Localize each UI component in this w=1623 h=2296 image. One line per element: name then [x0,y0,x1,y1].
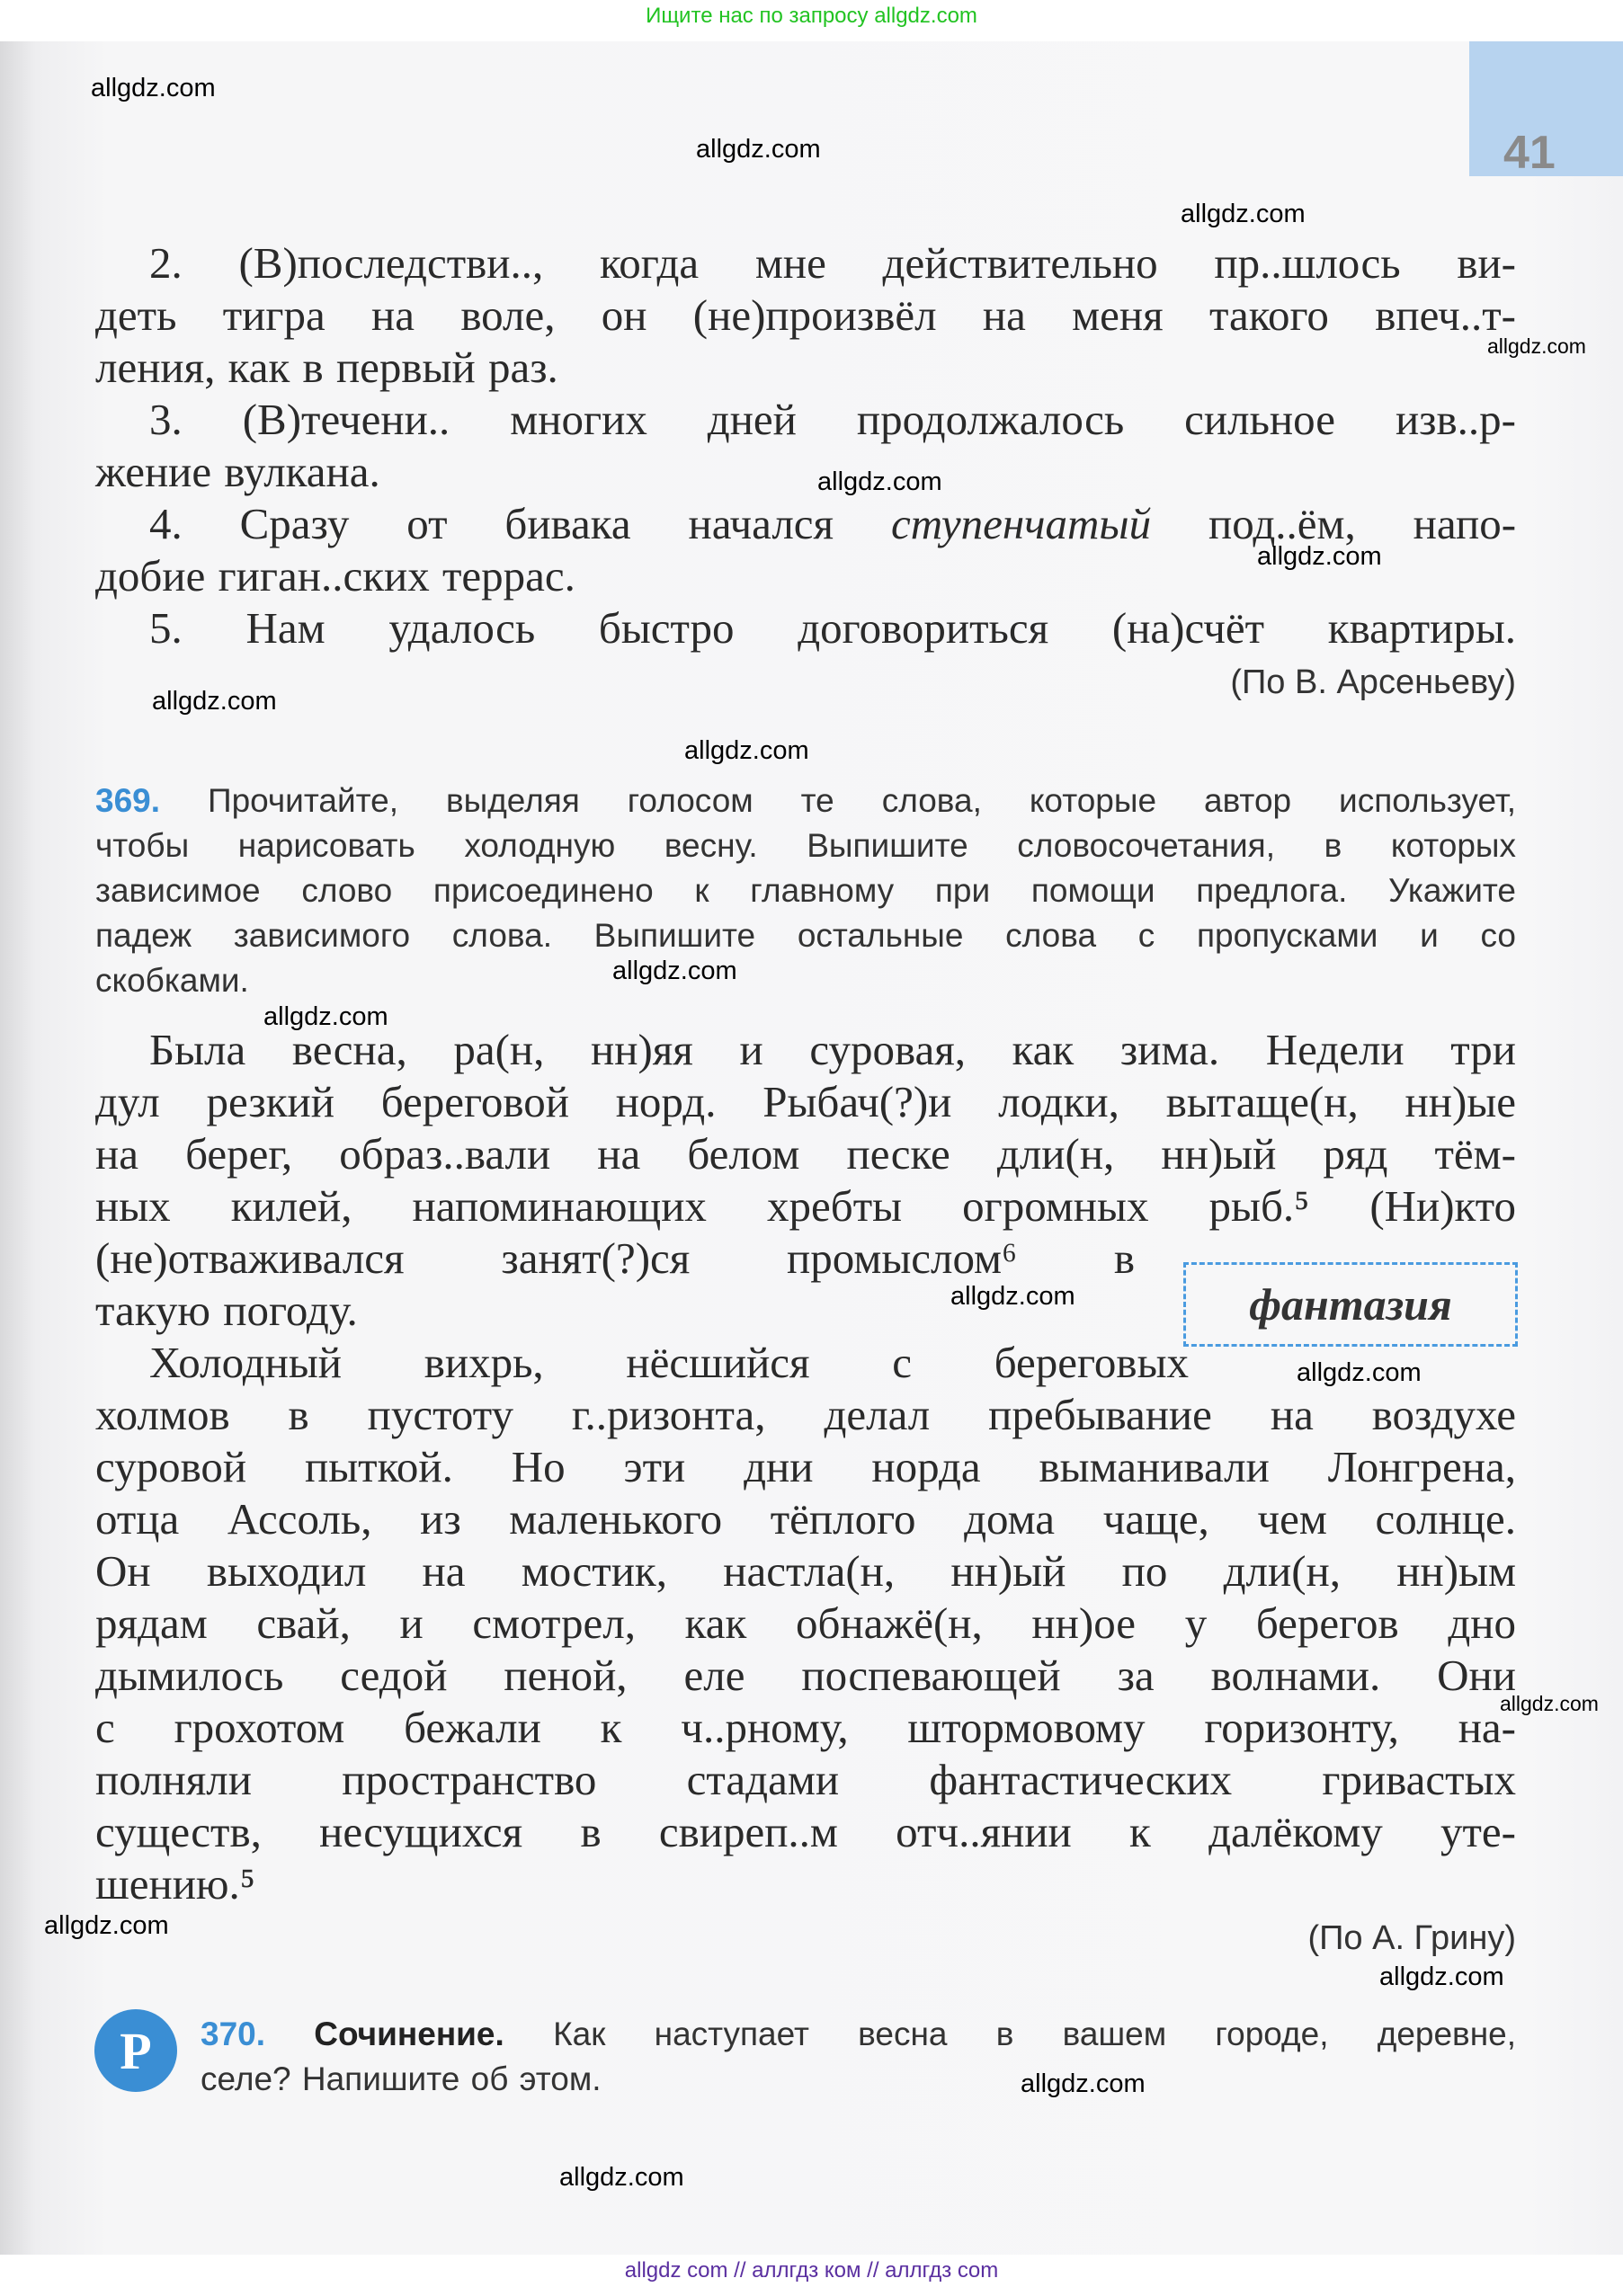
watermark: allgdz.com [1257,542,1382,571]
text-line: Он выходил на мостик, настла(н, нн)ый по дли(н, нн)ым [95,1546,1516,1596]
watermark: allgdz.com [1487,334,1586,358]
attribution: (По А. Грину) [1307,1919,1516,1957]
watermark: allgdz.com [817,467,942,496]
task-text: Прочитайте, выделяя голосом те слова, которые автор использует, [207,782,1516,819]
text-line: Холодный вихрь, нёсшийся с береговых [149,1338,1189,1387]
text-line: 5. Нам удалось быстро договориться (на)счёт квартиры. [149,603,1516,653]
watermark: allgdz.com [1021,2069,1146,2098]
watermark: allgdz.com [263,1002,388,1031]
text-line: 3. (В)течени.. многих дней продолжалось сильное изв..р- [149,395,1516,444]
task-number: 370. [201,2016,266,2052]
text-line: ных килей, напоминающих хребты огромных рыб.⁵ (Ни)кто [95,1181,1516,1231]
text-line: холмов в пустоту г..ризонта, делал пребывание на воздухе [95,1390,1516,1439]
page-number: 41 [1503,127,1556,179]
footer-watermark-links[interactable]: allgdz com // аллгдз ком // аллгдз com [624,2258,999,2283]
task-line: зависимое слово присоединено к главному при помощи предлога. Укажите [95,872,1516,909]
watermark: allgdz.com [1297,1358,1422,1387]
vocabulary-word-box: фантазия [1183,1262,1518,1347]
text-line: на берег, образ..вали на белом песке дли(н, нн)ый ряд тём- [95,1129,1516,1179]
attribution: (По В. Арсеньеву) [1230,663,1516,701]
task-line [201,2012,1516,2057]
italic-word: ступенчатый [890,499,1152,548]
exercise-continuation [95,237,1516,654]
watermark: allgdz.com [44,1911,169,1940]
task-line [95,779,1516,823]
text-line: (не)отваживался занят(?)ся промыслом⁶ в [95,1233,1135,1283]
watermark: allgdz.com [696,135,821,164]
watermark: allgdz.com [559,2163,684,2192]
task-text: Как наступает весна в вашем городе, деревне, [553,2016,1517,2052]
text-line: рядам свай, и смотрел, как обнажё(н, нн)ое у берегов дно [95,1598,1516,1648]
speech-development-badge-icon: Р [94,2009,177,2092]
watermark: allgdz.com [1379,1962,1504,1991]
watermark: allgdz.com [612,957,737,985]
task-370 [201,2012,1516,2102]
text-line: дул резкий береговой норд. Рыбач(?)и лодки, вытаще(н, нн)ые [95,1077,1516,1126]
watermark: allgdz.com [1181,200,1306,228]
text-line: полняли пространство стадами фантастических гривастых [95,1755,1516,1804]
text-line: Была весна, ра(н, нн)яя и суровая, как зима. Недели три [149,1025,1516,1074]
text-fragment: под..ём, напо- [1208,499,1517,548]
watermark: allgdz.com [1500,1692,1599,1715]
watermark: allgdz.com [152,687,277,716]
watermark: allgdz.com [91,74,216,102]
task-title: Сочинение. [314,2016,504,2052]
top-banner[interactable]: Ищите нас по запросу allgdz.com [646,4,977,28]
watermark: allgdz.com [950,1282,1075,1311]
task-line: чтобы нарисовать холодную весну. Выпишите словосочетания, в которых [95,827,1516,864]
text-line: дымилось седой пеной, еле поспевающей за волнами. Они [95,1651,1516,1700]
text-line: шению.⁵ [95,1859,255,1909]
text-line: добие гиган..ских террас. [95,551,575,601]
task-number: 369. [95,782,161,819]
text-fragment: 4. Сразу от бивака начался [149,499,834,548]
task-line: селе? Напишите об этом. [201,2060,602,2097]
exercise-369-text [95,1024,1516,1910]
task-line: падеж зависимого слова. Выпишите остальные слова с пропусками и со [95,917,1516,954]
text-line: существ, несущихся в свиреп..м отч..янии к далёкому уте- [95,1807,1516,1856]
text-line: 2. (В)последстви.., когда мне действительно пр..шлось ви- [149,238,1516,288]
text-line: отца Ассоль, из маленького тёплого дома чаще, чем солнце. [95,1494,1516,1544]
watermark: allgdz.com [684,736,809,765]
text-line: деть тигра на воле, он (не)произвёл на меня такого впеч..т- [95,290,1516,340]
text-line: ления, как в первый раз. [95,343,558,392]
text-line: такую погоду. [95,1286,358,1335]
task-line: скобками. [95,962,249,999]
text-line: жение вулкана. [95,447,380,496]
task-369-instructions [95,779,1516,1003]
text-line: суровой пыткой. Но эти дни норда выманивали Лонгрена, [95,1442,1516,1491]
text-line: с грохотом бежали к ч..рному, штормовому горизонту, на- [95,1703,1516,1752]
